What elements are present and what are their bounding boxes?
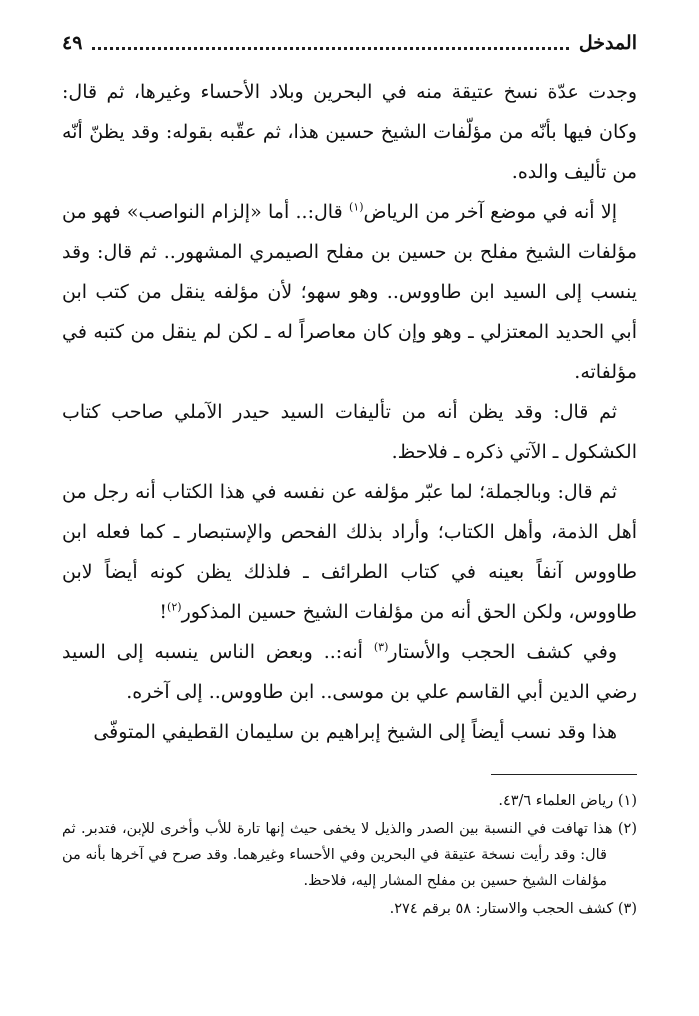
chapter-title: المدخل [578, 32, 637, 54]
paragraph-text: قال:.. أما «إلزام النواصب» فهو من مؤلفات الشيخ مفلح بن حسين بن مفلح الصيمري المشهور.. ثم قال: وقد ينسب إلى السيد ابن طاووس.. وهو سهو؛ لأن مؤلفه ينقل من كتب ابن أبي الحديد المعتزلي ـ وهو وإن كان معاصراً له ـ لكن لم ينقل من كتبه في مؤلفاته. [62, 201, 637, 383]
footnote-ref: (٢) [167, 600, 182, 614]
paragraph: وجدت عدّة نسخ عتيقة منه في البحرين وبلاد الأحساء وغيرها، ثم قال: وكان فيها بأنّه من مؤلّفات الشيخ حسين هذا، ثم عقّبه بقوله: وقد يظنّ أنّه من تأليف والده. [62, 81, 637, 183]
paragraph-text: وفي كشف الحجب والأستار [388, 641, 617, 663]
footnote-ref: (١) [348, 200, 364, 214]
paragraph-text: إلا أنه في موضع آخر من الرياض [363, 201, 617, 223]
paragraph-text: ! [159, 601, 168, 623]
footnote-ref: (٣) [373, 640, 389, 654]
footnote-divider [491, 774, 637, 775]
paragraph: ثم قال: وقد يظن أنه من تأليفات السيد حيدر الآملي صاحب كتاب الكشكول ـ الآتي ذكره ـ فلاحظ. [62, 401, 637, 463]
footnotes [62, 788, 637, 924]
running-head [62, 28, 637, 58]
paragraph: هذا وقد نسب أيضاً إلى الشيخ إبراهيم بن سليمان القطيفي المتوفّى [93, 721, 617, 743]
paragraph [62, 192, 637, 392]
paragraph-text: أنه:.. وبعض الناس ينسبه إلى السيد رضي الدين أبي القاسم علي بن موسى.. ابن طاووس.. إلى آخره. [62, 641, 637, 703]
main-text [62, 72, 637, 752]
leader-dots [92, 37, 568, 50]
paragraph-text: ثم قال: وبالجملة؛ لما عبّر مؤلفه عن نفسه في هذا الكتاب أنه رجل من أهل الذمة، وأهل الكتاب؛ وأراد بذلك الفحص والإستبصار ـ كما فعله ابن طاووس آنفاً بعينه في كتاب الطرائف ـ فلذلك يظن كونه أيضاً لابن طاووس، ولكن الحق أنه من مؤلفات الشيخ حسين المذكور [62, 481, 637, 623]
paragraph [62, 472, 637, 632]
paragraph [62, 632, 637, 712]
footnote: (٣) كشف الحجب والاستار: ٥٨ برقم ٢٧٤. [389, 901, 637, 917]
footnote: (٢) هذا تهافت في النسبة بين الصدر والذيل لا يخفى حيث إنها تارة للأب وأخرى للإبن، فتدبر. ثم قال: وقد رأيت نسخة عتيقة في البحرين وفي الأحساء وغيرهما. وقد صرح في آخرها بأنه من مؤلفات الشيخ حسين بن مفلح المشار إليه، فلاحظ. [62, 821, 637, 889]
page-number: ٤٩ [62, 32, 83, 54]
footnote: (١) رياض العلماء ٤٣/٦. [498, 793, 637, 809]
